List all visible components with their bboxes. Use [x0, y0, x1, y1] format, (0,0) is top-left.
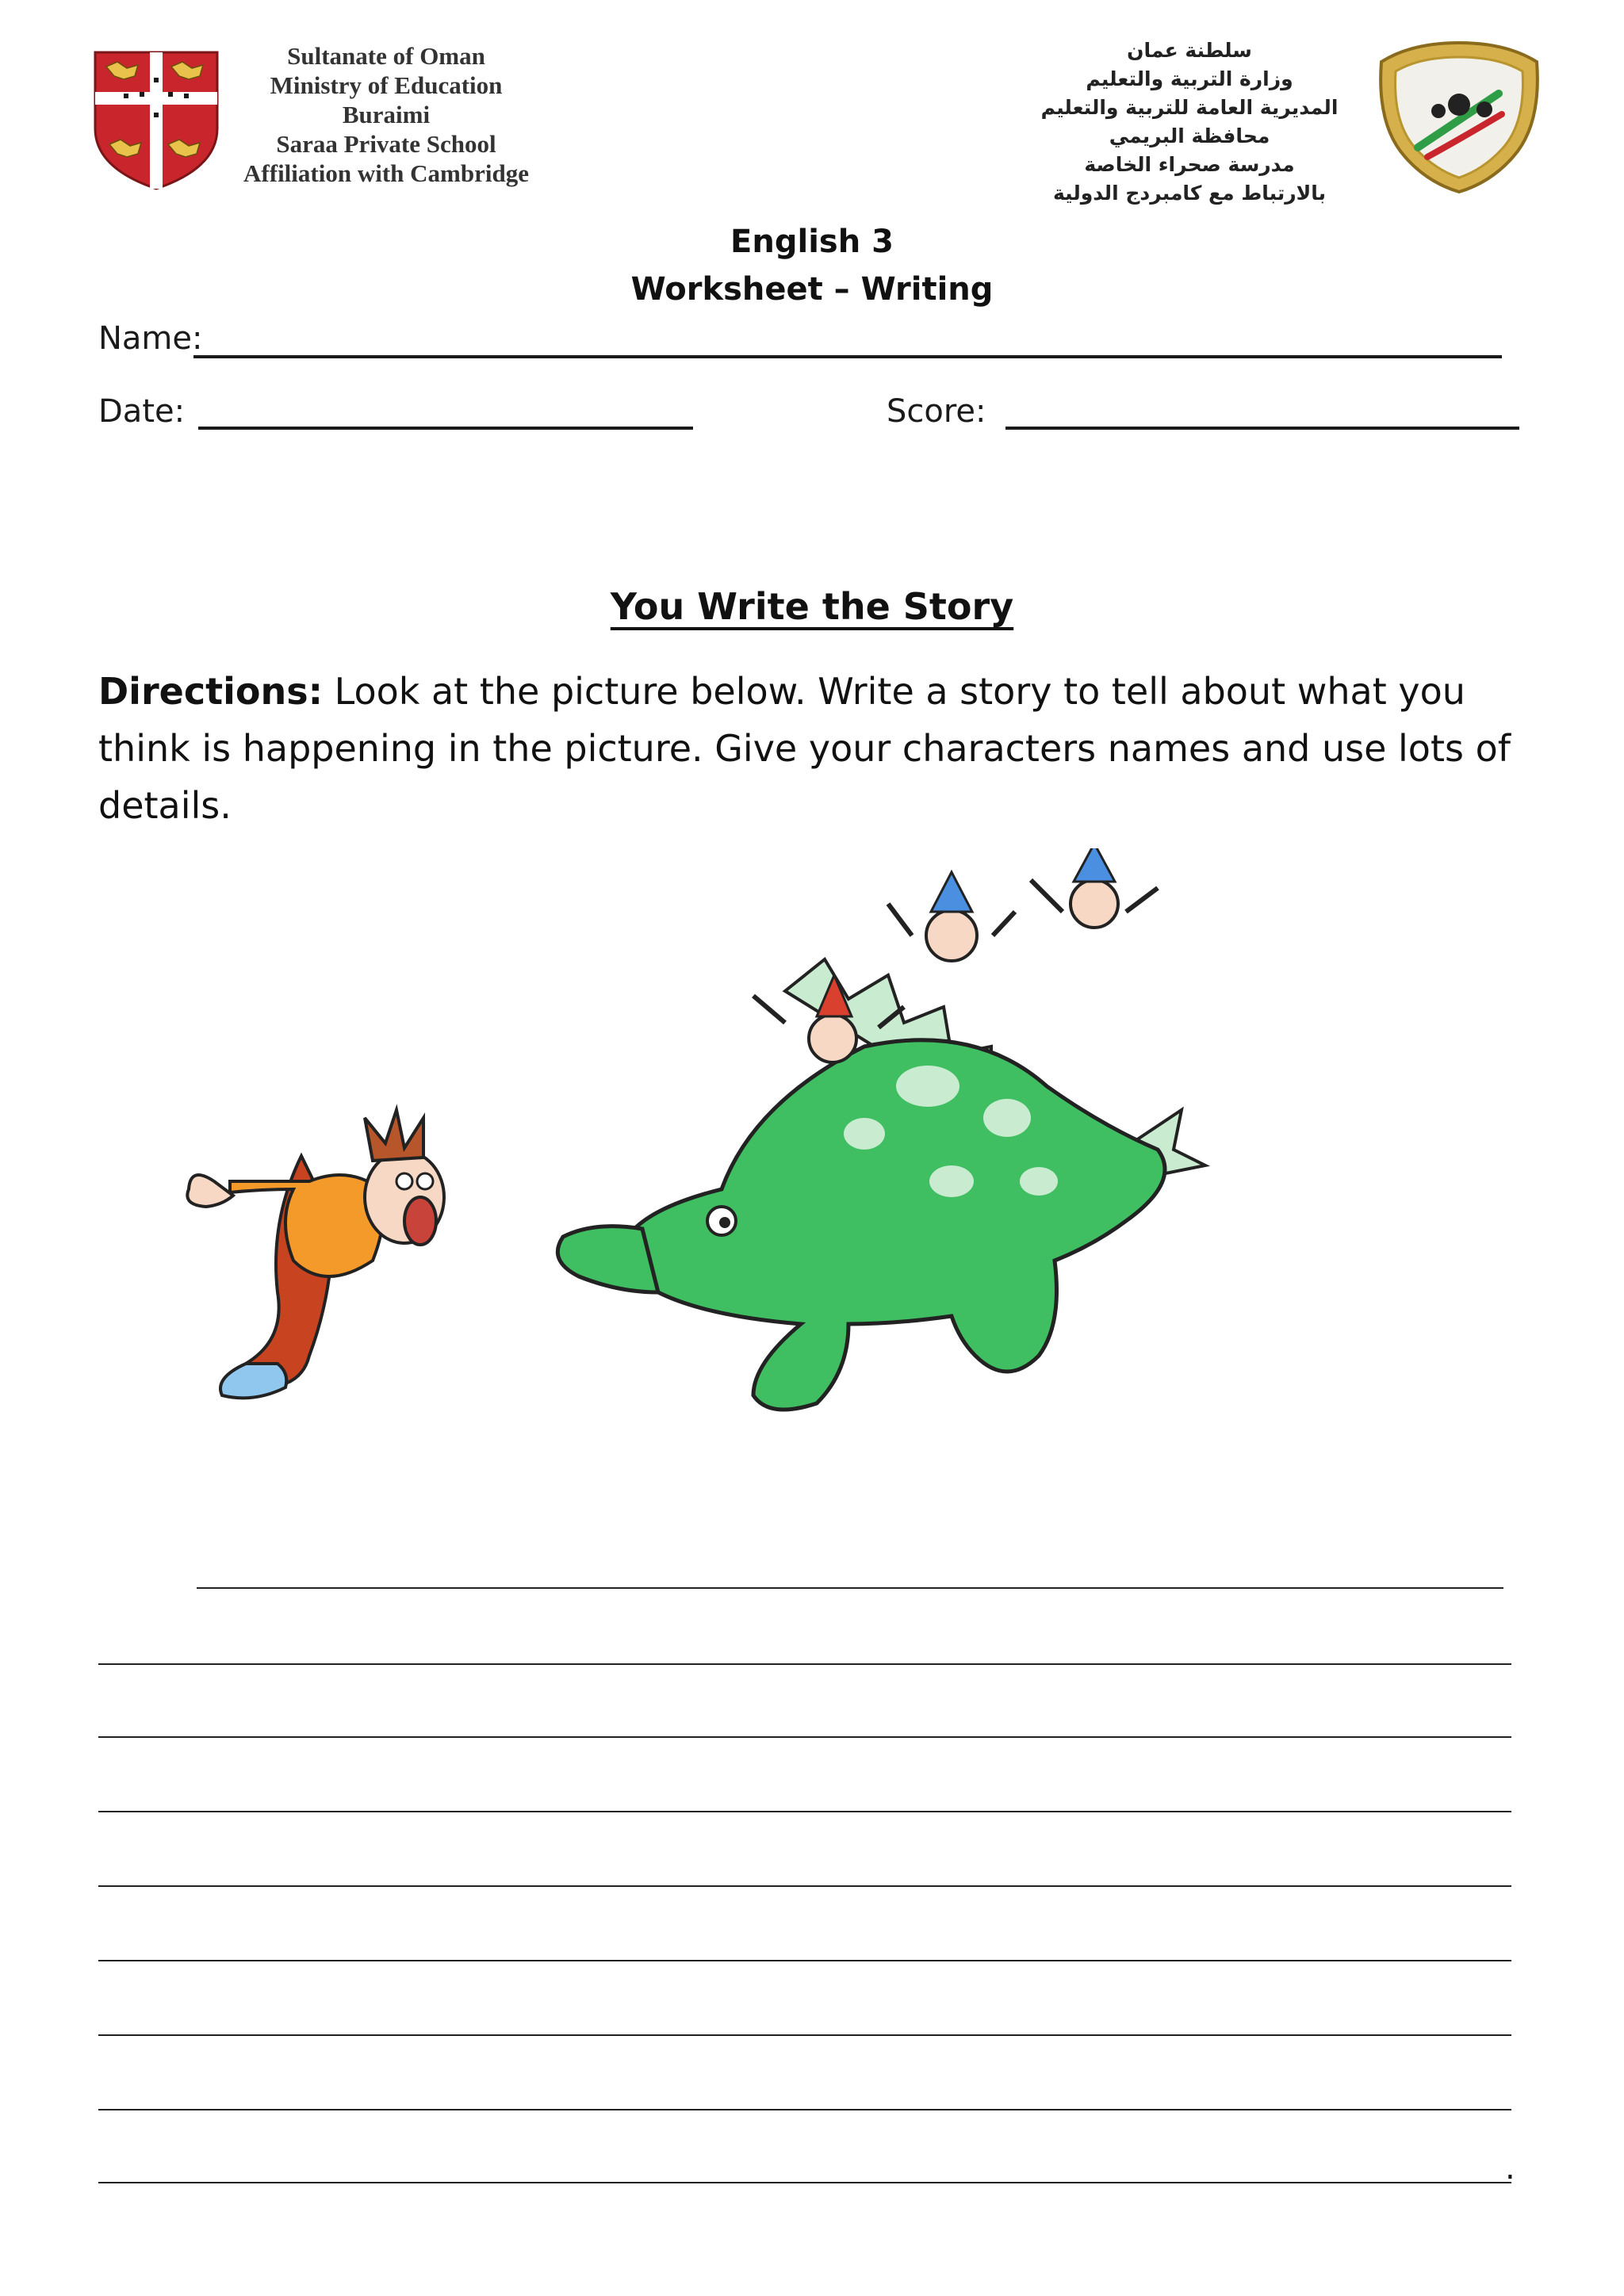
name-label: Name:: [98, 320, 203, 357]
school-line: Affiliation with Cambridge: [243, 159, 529, 187]
writing-line[interactable]: [98, 1885, 1511, 1887]
school-line-ar: مدرسة صحراء الخاصة: [1084, 153, 1295, 176]
score-field[interactable]: [1005, 427, 1519, 430]
story-title: You Write the Story: [610, 585, 1014, 628]
school-name-english: [224, 41, 549, 188]
school-name-arabic: [1023, 36, 1356, 208]
school-line: Buraimi: [342, 101, 431, 128]
directions-label: Directions:: [98, 670, 323, 713]
school-line-ar: محافظة البريمي: [1109, 124, 1270, 147]
writing-line[interactable]: [98, 1736, 1511, 1738]
school-line-ar: سلطنة عمان: [1127, 39, 1252, 62]
writing-line[interactable]: [98, 2034, 1511, 2036]
end-mark: .: [1505, 2150, 1515, 2187]
school-crest-icon: [1372, 38, 1546, 197]
name-field[interactable]: [193, 355, 1502, 358]
score-label: Score:: [887, 393, 986, 430]
writing-line[interactable]: [98, 1960, 1511, 1961]
cambridge-crest-icon: [92, 49, 220, 192]
writing-line[interactable]: [98, 1811, 1511, 1812]
directions: [98, 663, 1526, 834]
writing-line[interactable]: [98, 2109, 1511, 2110]
school-line-ar: بالارتباط مع كامبردج الدولية: [1052, 182, 1327, 205]
kids-illustration: [753, 848, 1158, 1062]
worksheet-title: Worksheet – Writing: [630, 271, 994, 308]
school-line: Sultanate of Oman: [287, 42, 485, 70]
course-subject: English 3: [730, 224, 894, 260]
school-line: Saraa Private School: [276, 130, 496, 158]
writing-line[interactable]: [197, 1587, 1503, 1589]
date-label: Date:: [98, 393, 186, 430]
writing-line[interactable]: [98, 2182, 1511, 2183]
school-line-ar: وزارة التربية والتعليم: [1086, 67, 1293, 90]
directions-text: Look at the picture below. Write a story to tell about what you think is happening in the picture. Give your characters names and use lots of details.: [98, 670, 1511, 827]
date-field[interactable]: [198, 427, 693, 430]
school-line-ar: المديرية العامة للتربية والتعليم: [1040, 96, 1339, 119]
story-picture: [151, 848, 1451, 1483]
writing-line[interactable]: [98, 1663, 1511, 1665]
school-line: Ministry of Education: [270, 71, 503, 99]
scared-man-illustration: [187, 1110, 444, 1398]
